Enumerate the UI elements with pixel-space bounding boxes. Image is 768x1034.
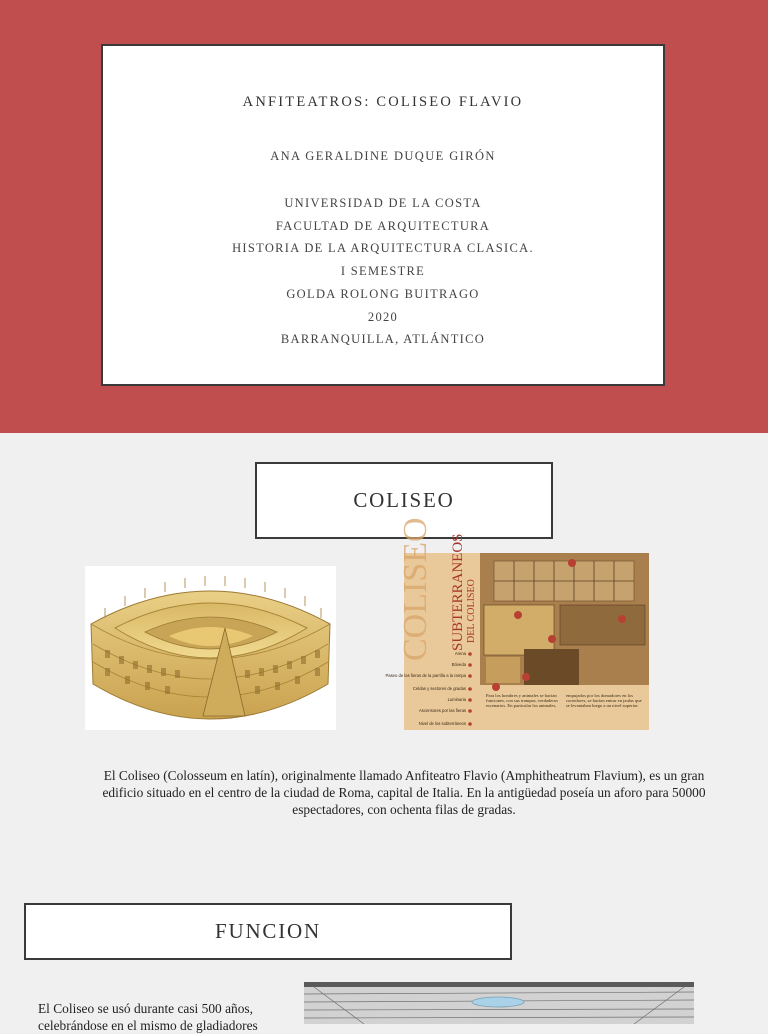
colosseum-drawing bbox=[85, 566, 336, 730]
institution-line: I SEMESTRE bbox=[340, 264, 426, 279]
institution-block bbox=[103, 192, 663, 351]
arena-engraving-drawing bbox=[304, 982, 694, 1024]
poster-legend-item: Arena bbox=[454, 651, 466, 656]
poster-legend-item: Luminaria bbox=[447, 697, 466, 702]
section-heading-funcion: FUNCION bbox=[24, 903, 512, 960]
funcion-description: El Coliseo se usó durante casi 500 años, celebrándose en el mismo de gladiadores bbox=[38, 1001, 258, 1033]
poster-title-big: COLISEO bbox=[397, 517, 434, 661]
institution-line: GOLDA ROLONG BUITRAGO bbox=[286, 286, 480, 301]
title-card bbox=[101, 44, 665, 386]
poster-caption-right: empujados por los domadores en los corredores, se hacían entrar en jaulas que se levantaban luego a un nivel superior. bbox=[566, 693, 642, 709]
document-title: ANFITEATROS: COLISEO FLAVIO bbox=[242, 94, 524, 110]
poster-title-small2: DEL COLISEO bbox=[466, 579, 477, 643]
arena-engraving bbox=[304, 982, 694, 1024]
institution-line: UNIVERSIDAD DE LA COSTA bbox=[284, 196, 482, 210]
institution-line: HISTORIA DE LA ARQUITECTURA CLASICA. bbox=[232, 241, 534, 256]
poster-title-small: SUBTERRANEOS bbox=[450, 533, 466, 651]
section-heading-coliseo: COLISEO bbox=[255, 462, 553, 539]
underground-poster bbox=[385, 517, 649, 730]
institution-line: BARRANQUILLA, ATLÁNTICO bbox=[280, 332, 486, 347]
poster-legend-item: Paseo de las fieras de la parrilla a la rampa bbox=[385, 673, 466, 678]
institution-line: FACULTAD DE ARQUITECTURA bbox=[275, 218, 491, 233]
poster-legend-item: Nivel de los subterráneos bbox=[418, 721, 466, 726]
underground-poster-drawing bbox=[385, 517, 649, 730]
colosseum-illustration bbox=[85, 566, 336, 730]
coliseo-description: El Coliseo (Colosseum en latín), originalmente llamado Anfiteatro Flavio (Amphitheatrum Flavium), es un gran edificio situado en el centro de la ciudad de Roma, capital de Italia. En la antigüedad poseía un aforo para 50000 espectadores, con ochenta filas de gradas. bbox=[102, 768, 706, 817]
cover-banner bbox=[0, 0, 768, 433]
poster-legend-item: Ascensores por las fieras bbox=[418, 708, 466, 713]
poster-caption-left: Para los hombres y animales se hacían funciones, con sus trampas, verdaderos escenarios. En particular los animales, bbox=[486, 693, 558, 709]
poster-legend-item: Celdas y sectores de gradas bbox=[412, 686, 466, 691]
poster-legend-item: Bóveda bbox=[451, 662, 466, 667]
author-name: ANA GERALDINE DUQUE GIRÓN bbox=[270, 149, 496, 163]
institution-line: 2020 bbox=[367, 309, 399, 324]
